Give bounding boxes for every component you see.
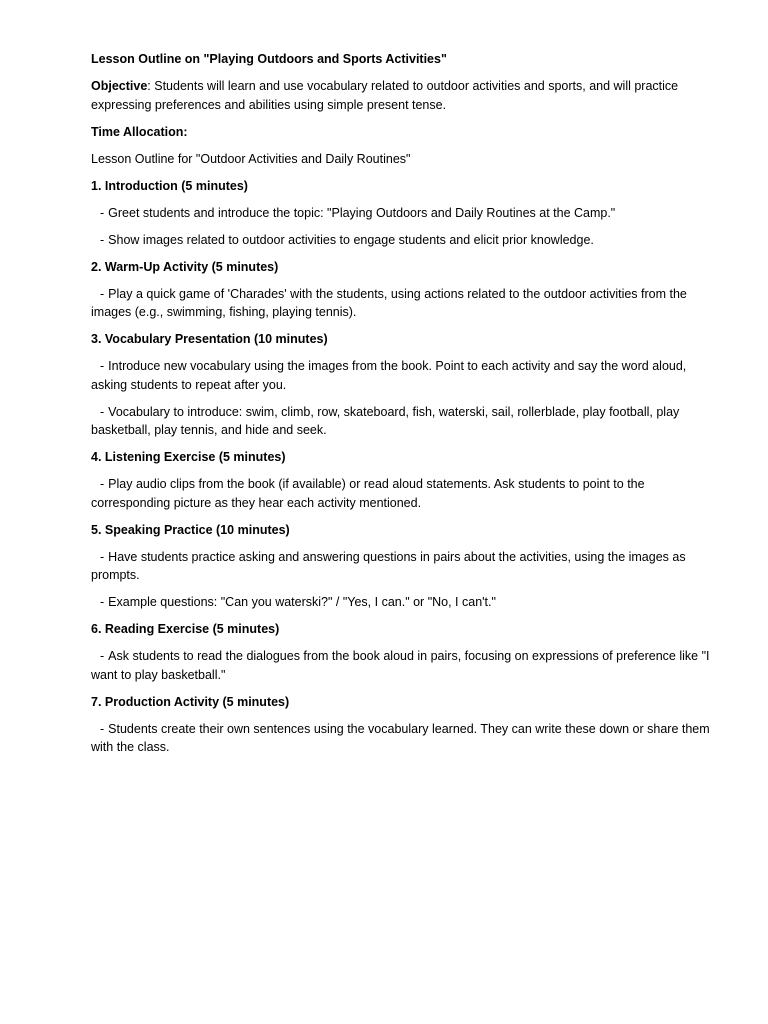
section-heading-introduction: 1. Introduction (5 minutes) xyxy=(91,178,248,193)
dash-marker: - xyxy=(100,721,105,736)
section-heading-reading: 6. Reading Exercise (5 minutes) xyxy=(91,622,280,636)
section-item xyxy=(91,231,717,250)
section-heading-production: 7. Production Activity (5 minutes) xyxy=(91,694,290,709)
section-item xyxy=(91,285,717,322)
objective-text: : Students will learn and use vocabulary related to outdoor activities and sports, and will practice expressing preferences and abilities using simple present tense. xyxy=(91,79,679,112)
section-item-text: Ask students to read the dialogues from the book aloud in pairs, focusing on expressions of preference like "I want to play basketball." xyxy=(91,649,710,682)
time-allocation-label: Time Allocation: xyxy=(91,124,188,139)
section-item-text: Greet students and introduce the topic: "Playing Outdoors and Daily Routines at the Camp." xyxy=(108,205,616,220)
dash-marker: - xyxy=(100,595,105,609)
section-item xyxy=(91,403,717,440)
section-heading-warm-up: 2. Warm-Up Activity (5 minutes) xyxy=(91,259,279,274)
section-heading-vocabulary: 3. Vocabulary Presentation (10 minutes) xyxy=(91,332,328,346)
section-item xyxy=(91,593,717,612)
section-item-text: Show images related to outdoor activities to engage students and elicit prior knowledge. xyxy=(108,232,594,247)
dash-marker: - xyxy=(100,649,105,663)
section-heading-listening: 4. Listening Exercise (5 minutes) xyxy=(91,450,286,464)
section-item xyxy=(91,548,717,585)
document-subtitle: Lesson Outline for "Outdoor Activities and Daily Routines" xyxy=(91,151,411,166)
section-item xyxy=(91,357,717,394)
dash-marker: - xyxy=(100,205,105,220)
section-item-text: Play a quick game of 'Charades' with the students, using actions related to the outdoor activities from the images (e.g., swimming, fishing, playing tennis). xyxy=(91,286,687,319)
section-item-text: Have students practice asking and answering questions in pairs about the activities, using the images as prompts. xyxy=(91,549,686,582)
dash-marker: - xyxy=(100,404,105,419)
dash-marker: - xyxy=(100,477,105,491)
dash-marker: - xyxy=(100,232,105,247)
section-item-text: Students create their own sentences using the vocabulary learned. They can write these down or share them with the class. xyxy=(91,721,710,754)
section-heading-speaking: 5. Speaking Practice (10 minutes) xyxy=(91,522,290,537)
document-page xyxy=(91,50,717,765)
section-item-text: Example questions: "Can you waterski?" / "Yes, I can." or "No, I can't." xyxy=(108,595,496,609)
section-item xyxy=(91,647,717,684)
dash-marker: - xyxy=(100,286,105,301)
document-title: Lesson Outline on "Playing Outdoors and Sports Activities" xyxy=(91,52,447,66)
section-item xyxy=(91,475,717,512)
dash-marker: - xyxy=(100,549,105,564)
section-item-text: Play audio clips from the book (if available) or read aloud statements. Ask students to point to the corresponding picture as they hear each activity mentioned. xyxy=(91,477,645,510)
section-item-text: Vocabulary to introduce: swim, climb, row, skateboard, fish, waterski, sail, rollerblade, play football, play basketball, play tennis, and hide and seek. xyxy=(91,404,680,437)
dash-marker: - xyxy=(100,359,105,373)
section-item xyxy=(91,720,717,757)
section-item xyxy=(91,204,717,223)
objective-paragraph xyxy=(91,77,717,114)
objective-label: Objective xyxy=(91,79,148,93)
section-item-text: Introduce new vocabulary using the images from the book. Point to each activity and say the word aloud, asking students to repeat after you. xyxy=(91,359,687,392)
